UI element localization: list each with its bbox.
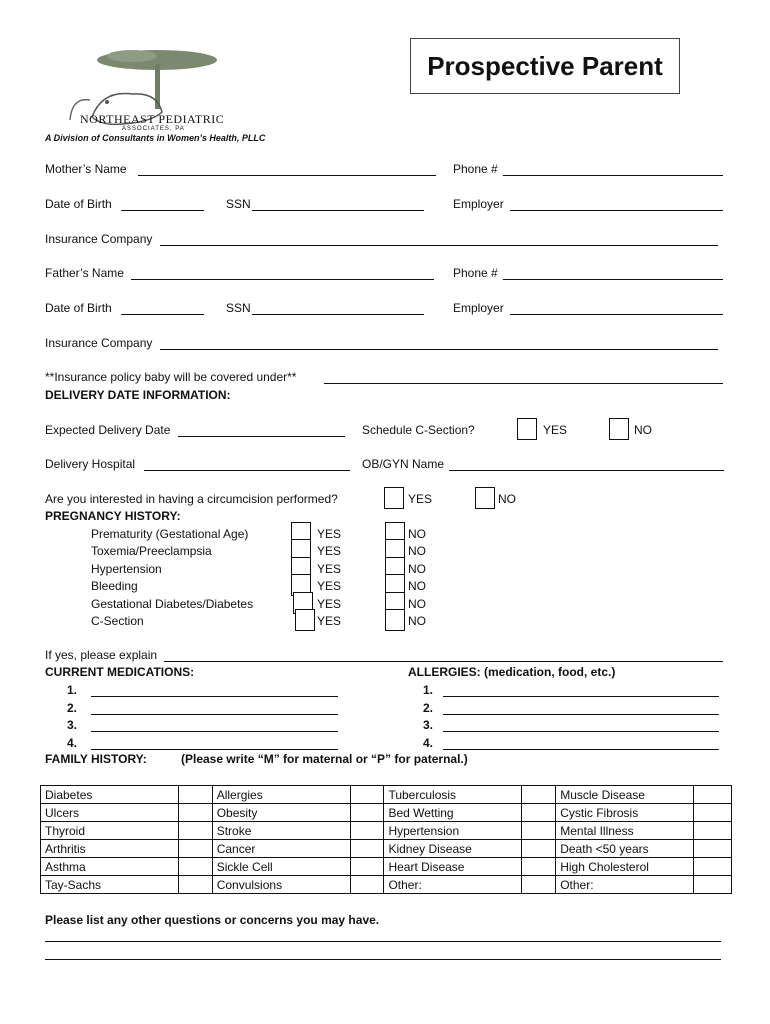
mother-dob-label: Date of Birth [45,197,112,211]
mother-name-field[interactable] [138,162,436,176]
concerns-line-2[interactable] [45,959,721,960]
relation-entry-cell[interactable] [178,822,212,840]
allergy-field[interactable] [443,736,719,750]
allergy-field[interactable] [443,701,719,715]
condition-cell: Hypertension [384,822,522,840]
allergy-number: 1. [423,683,434,697]
condition-cell: Convulsions [212,876,350,894]
condition-cell: Arthritis [41,840,179,858]
pregnancy-no-label: NO [408,596,426,611]
baby-policy-label: **Insurance policy baby will be covered under** [45,370,297,384]
pregnancy-yes-label: YES [317,561,342,576]
table-row [41,876,732,894]
concerns-line-1[interactable] [45,941,721,942]
condition-cell: Tuberculosis [384,786,522,804]
allergy-number: 3. [423,718,434,732]
mother-phone-label: Phone # [453,162,498,176]
relation-entry-cell[interactable] [694,804,732,822]
father-name-label: Father’s Name [45,266,124,280]
circumcision-yes-label: YES [408,492,433,506]
relation-entry-cell[interactable] [522,786,556,804]
circumcision-no-label: NO [498,492,516,506]
relation-entry-cell[interactable] [522,840,556,858]
condition-cell: Ulcers [41,804,179,822]
father-insurance-label: Insurance Company [45,336,153,350]
pregnancy-yes-label: YES [317,527,342,541]
relation-entry-cell[interactable] [522,822,556,840]
condition-cell: Sickle Cell [212,858,350,876]
table-row [41,858,732,876]
pregnancy-yes-label: YES [317,596,342,611]
pregnancy-no-label: NO [408,561,426,576]
pregnancy-item-label: Toxemia/Preeclampsia [91,544,212,559]
relation-entry-cell[interactable] [178,876,212,894]
circumcision-label: Are you interested in having a circumcision performed? [45,492,338,506]
relation-entry-cell[interactable] [522,858,556,876]
father-phone-label: Phone # [453,266,498,280]
condition-cell: Other: [556,876,694,894]
csection-no-checkbox[interactable] [609,418,629,440]
table-row [41,822,732,840]
medication-field[interactable] [91,736,338,750]
medication-number: 1. [67,683,78,697]
father-ssn-label: SSN [226,301,251,315]
csection-no-label: NO [634,423,652,437]
condition-cell: Death <50 years [556,840,694,858]
explain-field[interactable] [164,648,723,662]
csection-label: Schedule C-Section? [362,423,475,437]
condition-cell: Mental Illness [556,822,694,840]
family-history-heading: FAMILY HISTORY: [45,752,147,766]
relation-entry-cell[interactable] [350,786,384,804]
page-title: Prospective Parent [410,38,680,94]
condition-cell: High Cholesterol [556,858,694,876]
mother-ssn-field[interactable] [252,197,424,211]
relation-entry-cell[interactable] [350,822,384,840]
mother-insurance-field[interactable] [160,232,718,246]
allergies-heading: ALLERGIES: (medication, food, etc.) [408,665,616,679]
circumcision-no-checkbox[interactable] [475,487,495,509]
condition-cell: Thyroid [41,822,179,840]
relation-entry-cell[interactable] [522,804,556,822]
pregnancy-item-label: Hypertension [91,561,162,576]
relation-entry-cell[interactable] [694,822,732,840]
mother-insurance-label: Insurance Company [45,232,153,246]
mother-name-label: Mother’s Name [45,162,127,176]
relation-entry-cell[interactable] [350,876,384,894]
mother-employer-label: Employer [453,197,504,211]
delivery-hospital-field[interactable] [144,457,350,471]
relation-entry-cell[interactable] [694,876,732,894]
pregnancy-item-label: Bleeding [91,579,138,594]
condition-cell: Bed Wetting [384,804,522,822]
allergy-field[interactable] [443,718,719,732]
table-row [41,804,732,822]
pregnancy-no-checkbox[interactable] [385,609,405,631]
medication-number: 4. [67,735,78,750]
pregnancy-yes-label: YES [317,614,342,628]
father-employer-field[interactable] [510,301,723,315]
father-name-field[interactable] [131,266,434,280]
medication-field[interactable] [91,683,338,697]
relation-entry-cell[interactable] [178,804,212,822]
father-insurance-field[interactable] [160,336,718,350]
closing-prompt: Please list any other questions or concerns you may have. [45,913,380,927]
condition-cell: Asthma [41,858,179,876]
condition-cell: Obesity [212,804,350,822]
allergy-field[interactable] [443,683,719,697]
delivery-heading: DELIVERY DATE INFORMATION: [45,388,231,402]
pregnancy-no-label: NO [408,544,426,559]
pregnancy-heading: PREGNANCY HISTORY: [45,509,181,523]
allergy-number: 2. [423,700,434,715]
pregnancy-yes-label: YES [317,579,342,594]
condition-cell: Other: [384,876,522,894]
father-employer-label: Employer [453,301,504,315]
relation-entry-cell[interactable] [694,858,732,876]
allergy-number: 4. [423,735,434,750]
relation-entry-cell[interactable] [350,858,384,876]
medication-field[interactable] [91,718,338,732]
pregnancy-yes-checkbox[interactable] [295,609,315,631]
table-row [41,840,732,858]
medication-field[interactable] [91,701,338,715]
medication-number: 3. [67,718,78,732]
medications-heading: CURRENT MEDICATIONS: [45,665,195,679]
obgyn-label: OB/GYN Name [362,457,445,471]
father-dob-label: Date of Birth [45,301,112,315]
pregnancy-item-label: Gestational Diabetes/Diabetes [91,596,254,611]
mother-dob-field[interactable] [121,197,204,211]
condition-cell: Diabetes [41,786,179,804]
relation-entry-cell[interactable] [694,840,732,858]
father-ssn-field[interactable] [252,301,424,315]
relation-entry-cell[interactable] [178,858,212,876]
condition-cell: Cancer [212,840,350,858]
father-phone-field[interactable] [503,266,723,280]
pregnancy-item-label: C-Section [91,614,144,628]
logo-name: NORTHEAST PEDIATRIC [80,112,225,126]
condition-cell: Stroke [212,822,350,840]
condition-cell: Kidney Disease [384,840,522,858]
condition-cell: Tay-Sachs [41,876,179,894]
pregnancy-no-label: NO [408,527,426,541]
relation-entry-cell[interactable] [178,786,212,804]
pregnancy-no-label: NO [408,579,426,594]
relation-entry-cell[interactable] [350,840,384,858]
family-history-note: (Please write “M” for maternal or “P” for paternal.) [181,752,468,766]
condition-cell: Heart Disease [384,858,522,876]
division-text: A Division of Consultants in Women’s Health, PLLC [45,133,266,143]
relation-entry-cell[interactable] [178,840,212,858]
father-dob-field[interactable] [121,301,204,315]
mother-employer-field[interactable] [510,197,723,211]
condition-cell: Muscle Disease [556,786,694,804]
pregnancy-yes-label: YES [317,544,342,559]
mother-ssn-label: SSN [226,197,251,211]
family-history-table [40,785,732,894]
relation-entry-cell[interactable] [694,786,732,804]
logo [62,42,232,134]
expected-delivery-field[interactable] [178,423,345,437]
medication-number: 2. [67,700,78,715]
delivery-hospital-label: Delivery Hospital [45,457,136,471]
mother-phone-field[interactable] [503,162,723,176]
relation-entry-cell[interactable] [522,876,556,894]
condition-cell: Cystic Fibrosis [556,804,694,822]
table-row [41,786,732,804]
pregnancy-item-label: Prematurity (Gestational Age) [91,527,249,541]
obgyn-field[interactable] [449,457,724,471]
baby-policy-field[interactable] [324,370,723,384]
logo-subname: ASSOCIATES, PA [122,126,185,132]
pregnancy-no-label: NO [408,614,426,628]
expected-delivery-label: Expected Delivery Date [45,423,171,437]
relation-entry-cell[interactable] [350,804,384,822]
condition-cell: Allergies [212,786,350,804]
explain-label: If yes, please explain [45,648,158,662]
circumcision-yes-checkbox[interactable] [384,487,404,509]
csection-yes-checkbox[interactable] [517,418,537,440]
csection-yes-label: YES [543,423,568,437]
